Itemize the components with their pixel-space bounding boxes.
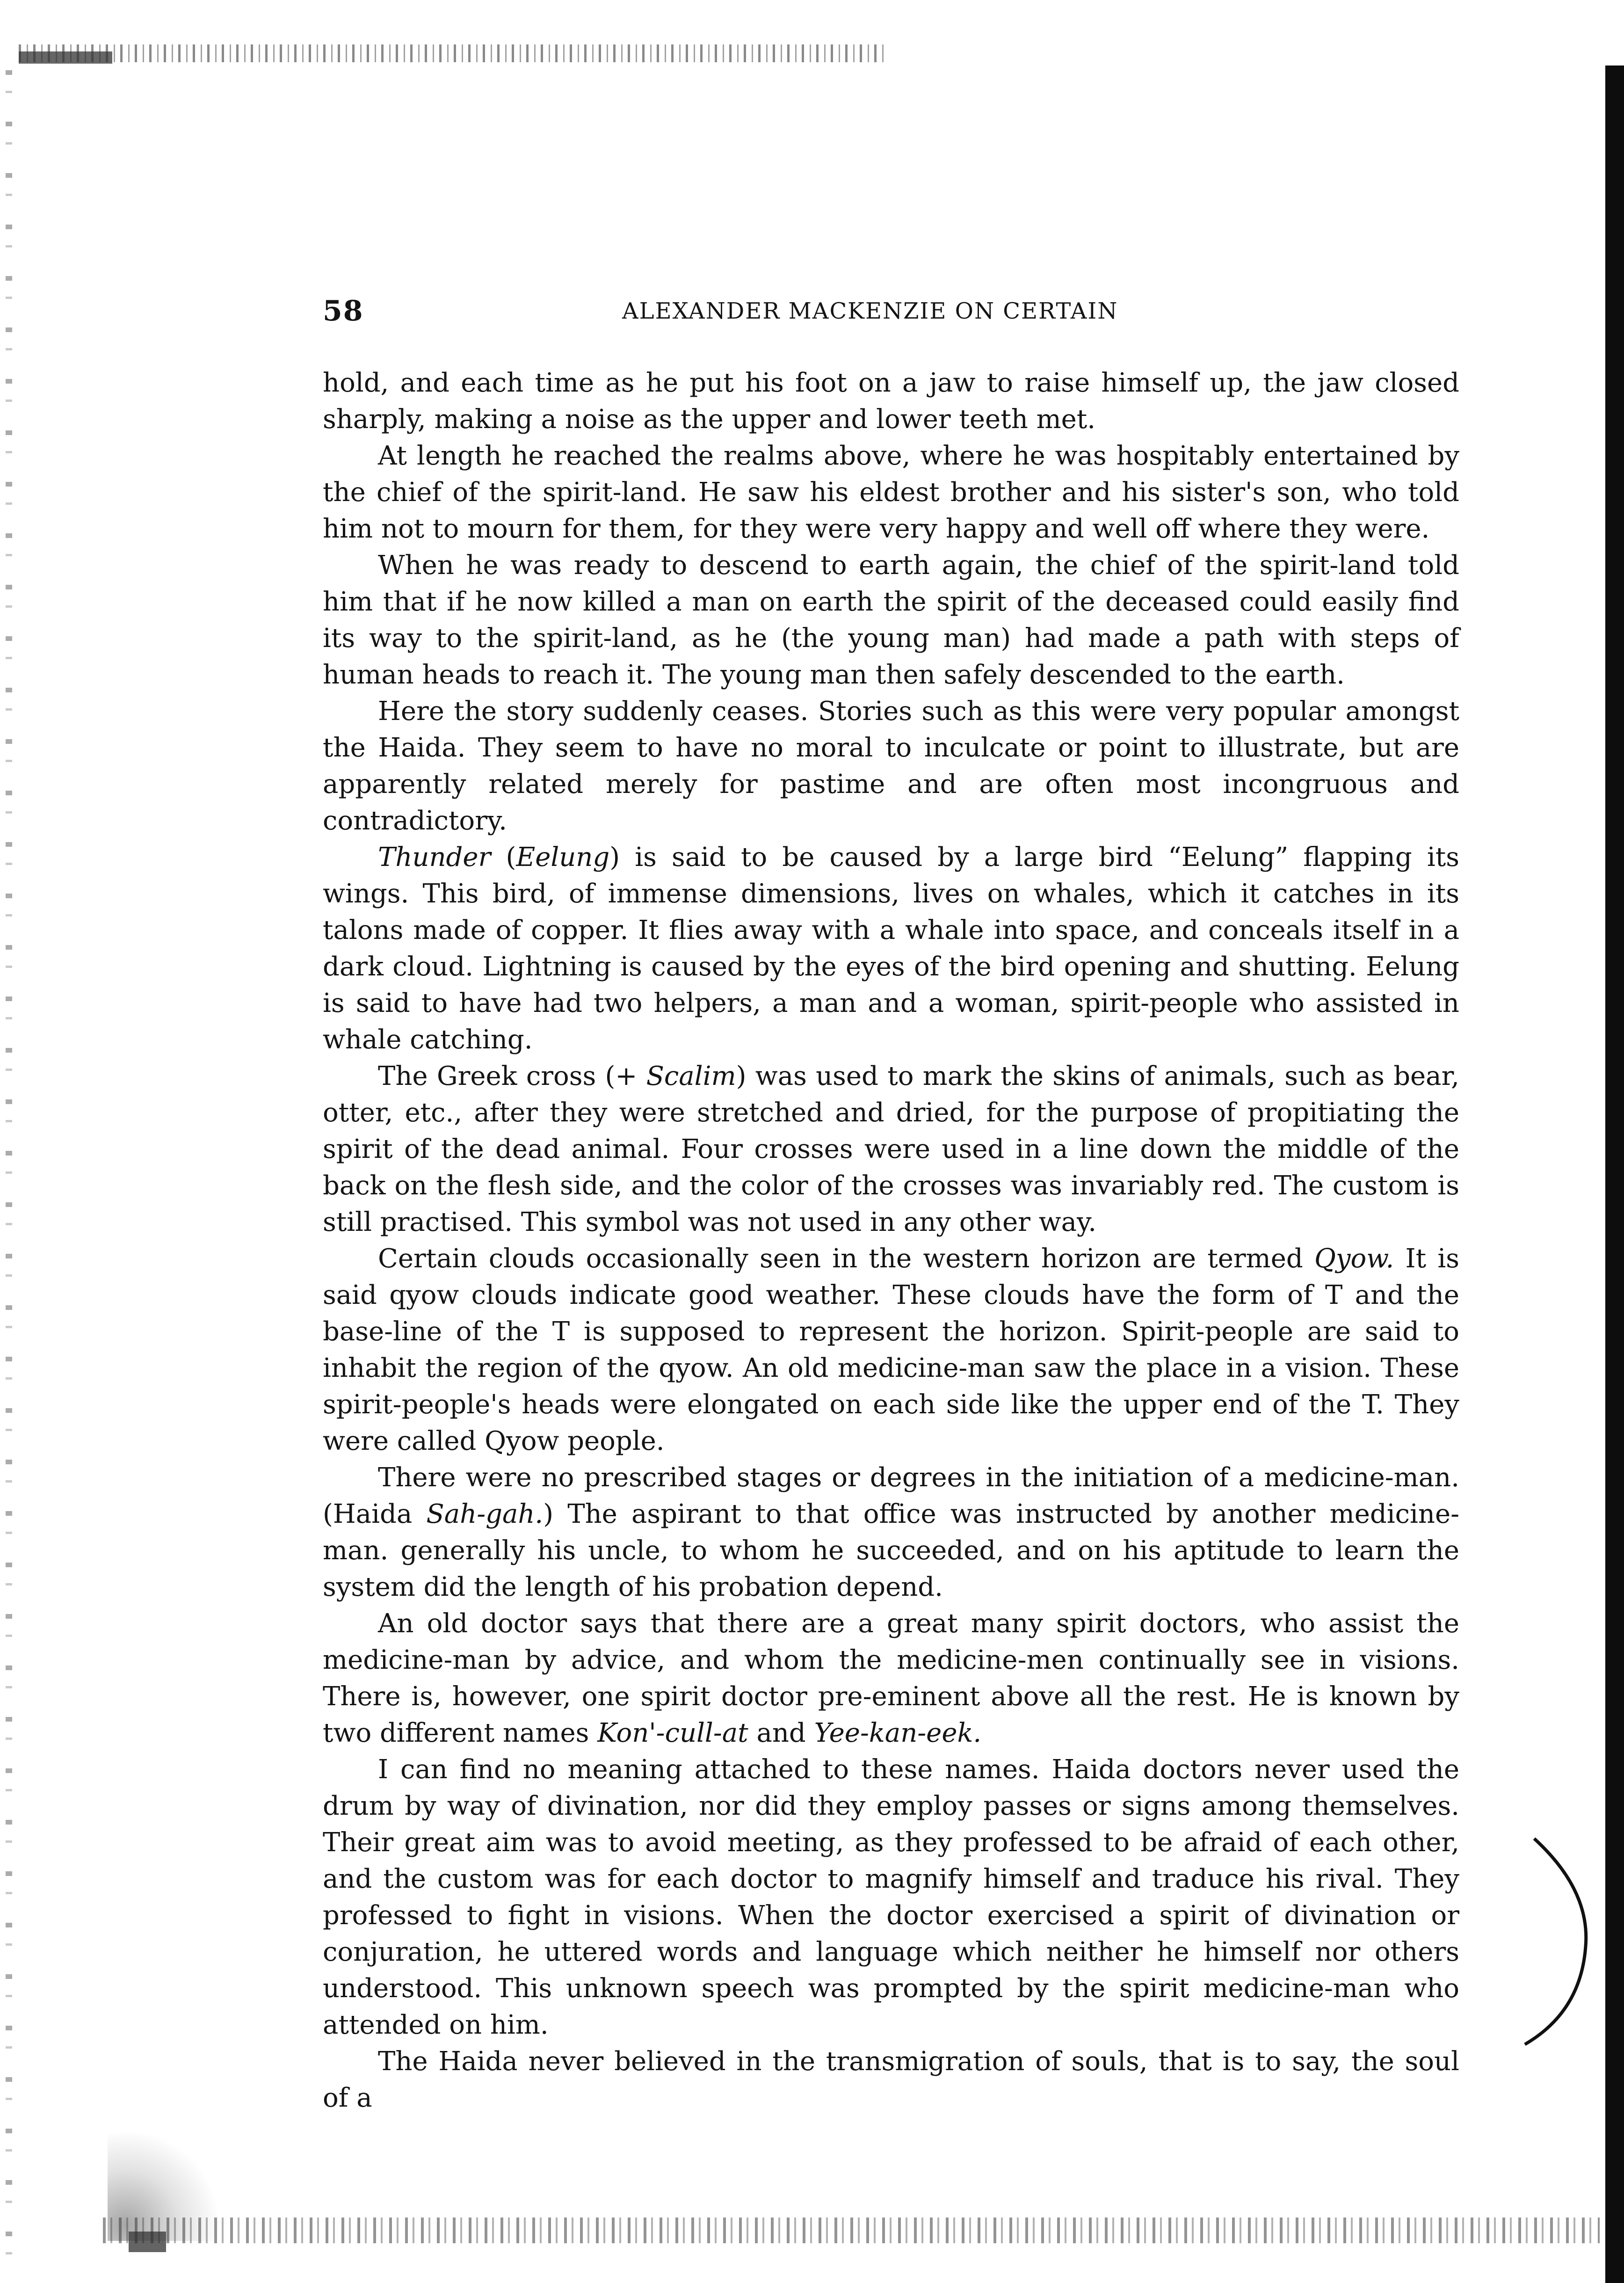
- text-run: ) was used to mark the skins of animals, such as bear, otter, etc., after they were stretched and dried, for the purpose of propitiating the spirit of the dead animal. Four crosses were used in a line down the middle of the back on the flesh side, and the color of the crosses was invariably red. The custom is still practised. This symbol was not used in any other way.: [323, 1061, 1459, 1237]
- page-number: 58: [323, 295, 364, 327]
- paragraph: [323, 693, 1459, 839]
- paragraph: [323, 1460, 1459, 1606]
- paragraph: [323, 839, 1459, 1058]
- text-run: (: [491, 842, 516, 872]
- text-run: There were no prescribed stages or degrees in the initiation of a medicine-man. (Haida: [323, 1462, 1459, 1529]
- text-run: I can find no meaning attached to these names. Haida doctors never used the drum by way of divination, nor did they employ passes or signs among themselves. Their great aim was to avoid meeting, as they professed to be afraid of each other, and the custom was for each doctor to magnify himself and traduce his rival. They professed to fight in visions. When the doctor exercised a spirit of divination or conjuration, he uttered words and language which neither he himself nor others understood. This unknown speech was prompted by the spirit medicine-man who attended on him.: [323, 1754, 1459, 2040]
- body-text: [323, 365, 1459, 2116]
- paragraph: [323, 2043, 1459, 2116]
- italic-text-run: Kon'-cull-at: [597, 1718, 748, 1748]
- paragraph: [323, 1606, 1459, 1752]
- scan-edge-top: [19, 44, 884, 62]
- scan-edge-left: [6, 70, 12, 2260]
- paragraph: [323, 547, 1459, 693]
- paragraph: [323, 1241, 1459, 1460]
- paragraph: [323, 365, 1459, 438]
- text-run: ) The aspirant to that office was instructed by another medicine-man. generally his uncle, to whom he succeeded, and on his aptitude to learn the system did the length of his probation depend.: [323, 1499, 1460, 1602]
- paragraph: [323, 1058, 1459, 1241]
- text-run: At length he reached the realms above, where he was hospitably entertained by the chief of the spirit-land. He saw his eldest brother and his sister's son, who told him not to mourn for them, for they were very happy and well off where they were.: [323, 441, 1459, 544]
- italic-text-run: Eelung: [516, 842, 610, 872]
- margin-bracket-mark: [1515, 1834, 1595, 2049]
- text-run: hold, and each time as he put his foot on a jaw to raise himself up, the jaw closed sharply, making a noise as the upper and lower teeth met.: [323, 368, 1459, 435]
- paragraph: [323, 1752, 1459, 2043]
- italic-text-run: Sah-gah.: [426, 1499, 544, 1529]
- text-run: When he was ready to descend to earth again, the chief of the spirit-land told him that if he now killed a man on earth the spirit of the deceased could easily find its way to the spirit-land, as he (the young man) had made a path with steps of human heads to reach it. The young man then safely descended to the earth.: [323, 550, 1459, 690]
- scan-edge-right: [1605, 65, 1624, 2283]
- italic-text-run: Qyow.: [1314, 1243, 1394, 1274]
- text-run: ) is said to be caused by a large bird “Eelung” flapping its wings. This bird, of immense dimensions, lives on whales, which it catches in its talons made of copper. It flies away with a whale into space, and conceals itself in a dark cloud. Lightning is caused by the eyes of the bird opening and shutting. Eelung is said to have had two helpers, a man and a woman, spirit-people who assisted in whale catching.: [323, 842, 1459, 1055]
- text-run: The Haida never believed in the transmigration of souls, that is to say, the soul of a: [323, 2046, 1459, 2113]
- italic-text-run: Thunder: [378, 842, 491, 872]
- text-run: The Greek cross (+: [378, 1061, 646, 1091]
- text-run: and: [748, 1718, 814, 1748]
- italic-text-run: Scalim: [646, 1061, 736, 1091]
- scan-edge-top-mark: [19, 51, 112, 64]
- paragraph: [323, 438, 1459, 547]
- page-header: [323, 295, 1459, 327]
- text-run: Here the story suddenly ceases. Stories such as this were very popular amongst the Haida. They seem to have no moral to inculcate or point to illustrate, but are apparently related merely for pastime and are often most incongruous and contradictory.: [323, 696, 1459, 836]
- italic-text-run: Yee-kan-eek.: [814, 1718, 982, 1748]
- text-run: Certain clouds occasionally seen in the western horizon are termed: [378, 1243, 1314, 1274]
- scan-corner-shadow: [108, 2133, 225, 2241]
- text-run: An old doctor says that there are a great many spirit doctors, who assist the medicine-man by advice, and whom the medicine-men continually see in visions. There is, however, one spirit doctor pre-eminent above all the rest. He is known by two different names: [323, 1608, 1459, 1748]
- scan-edge-bottom: [103, 2218, 1600, 2243]
- running-head: ALEXANDER MACKENZIE ON CERTAIN: [622, 298, 1118, 324]
- text-run: It is said qyow clouds indicate good weather. These clouds have the form of T and the base-line of the T is supposed to represent the horizon. Spirit-people are said to inhabit the region of the qyow. An old medicine-man saw the place in a vision. These spirit-people's heads were elongated on each side like the upper end of the T. They were called Qyow people.: [323, 1243, 1459, 1456]
